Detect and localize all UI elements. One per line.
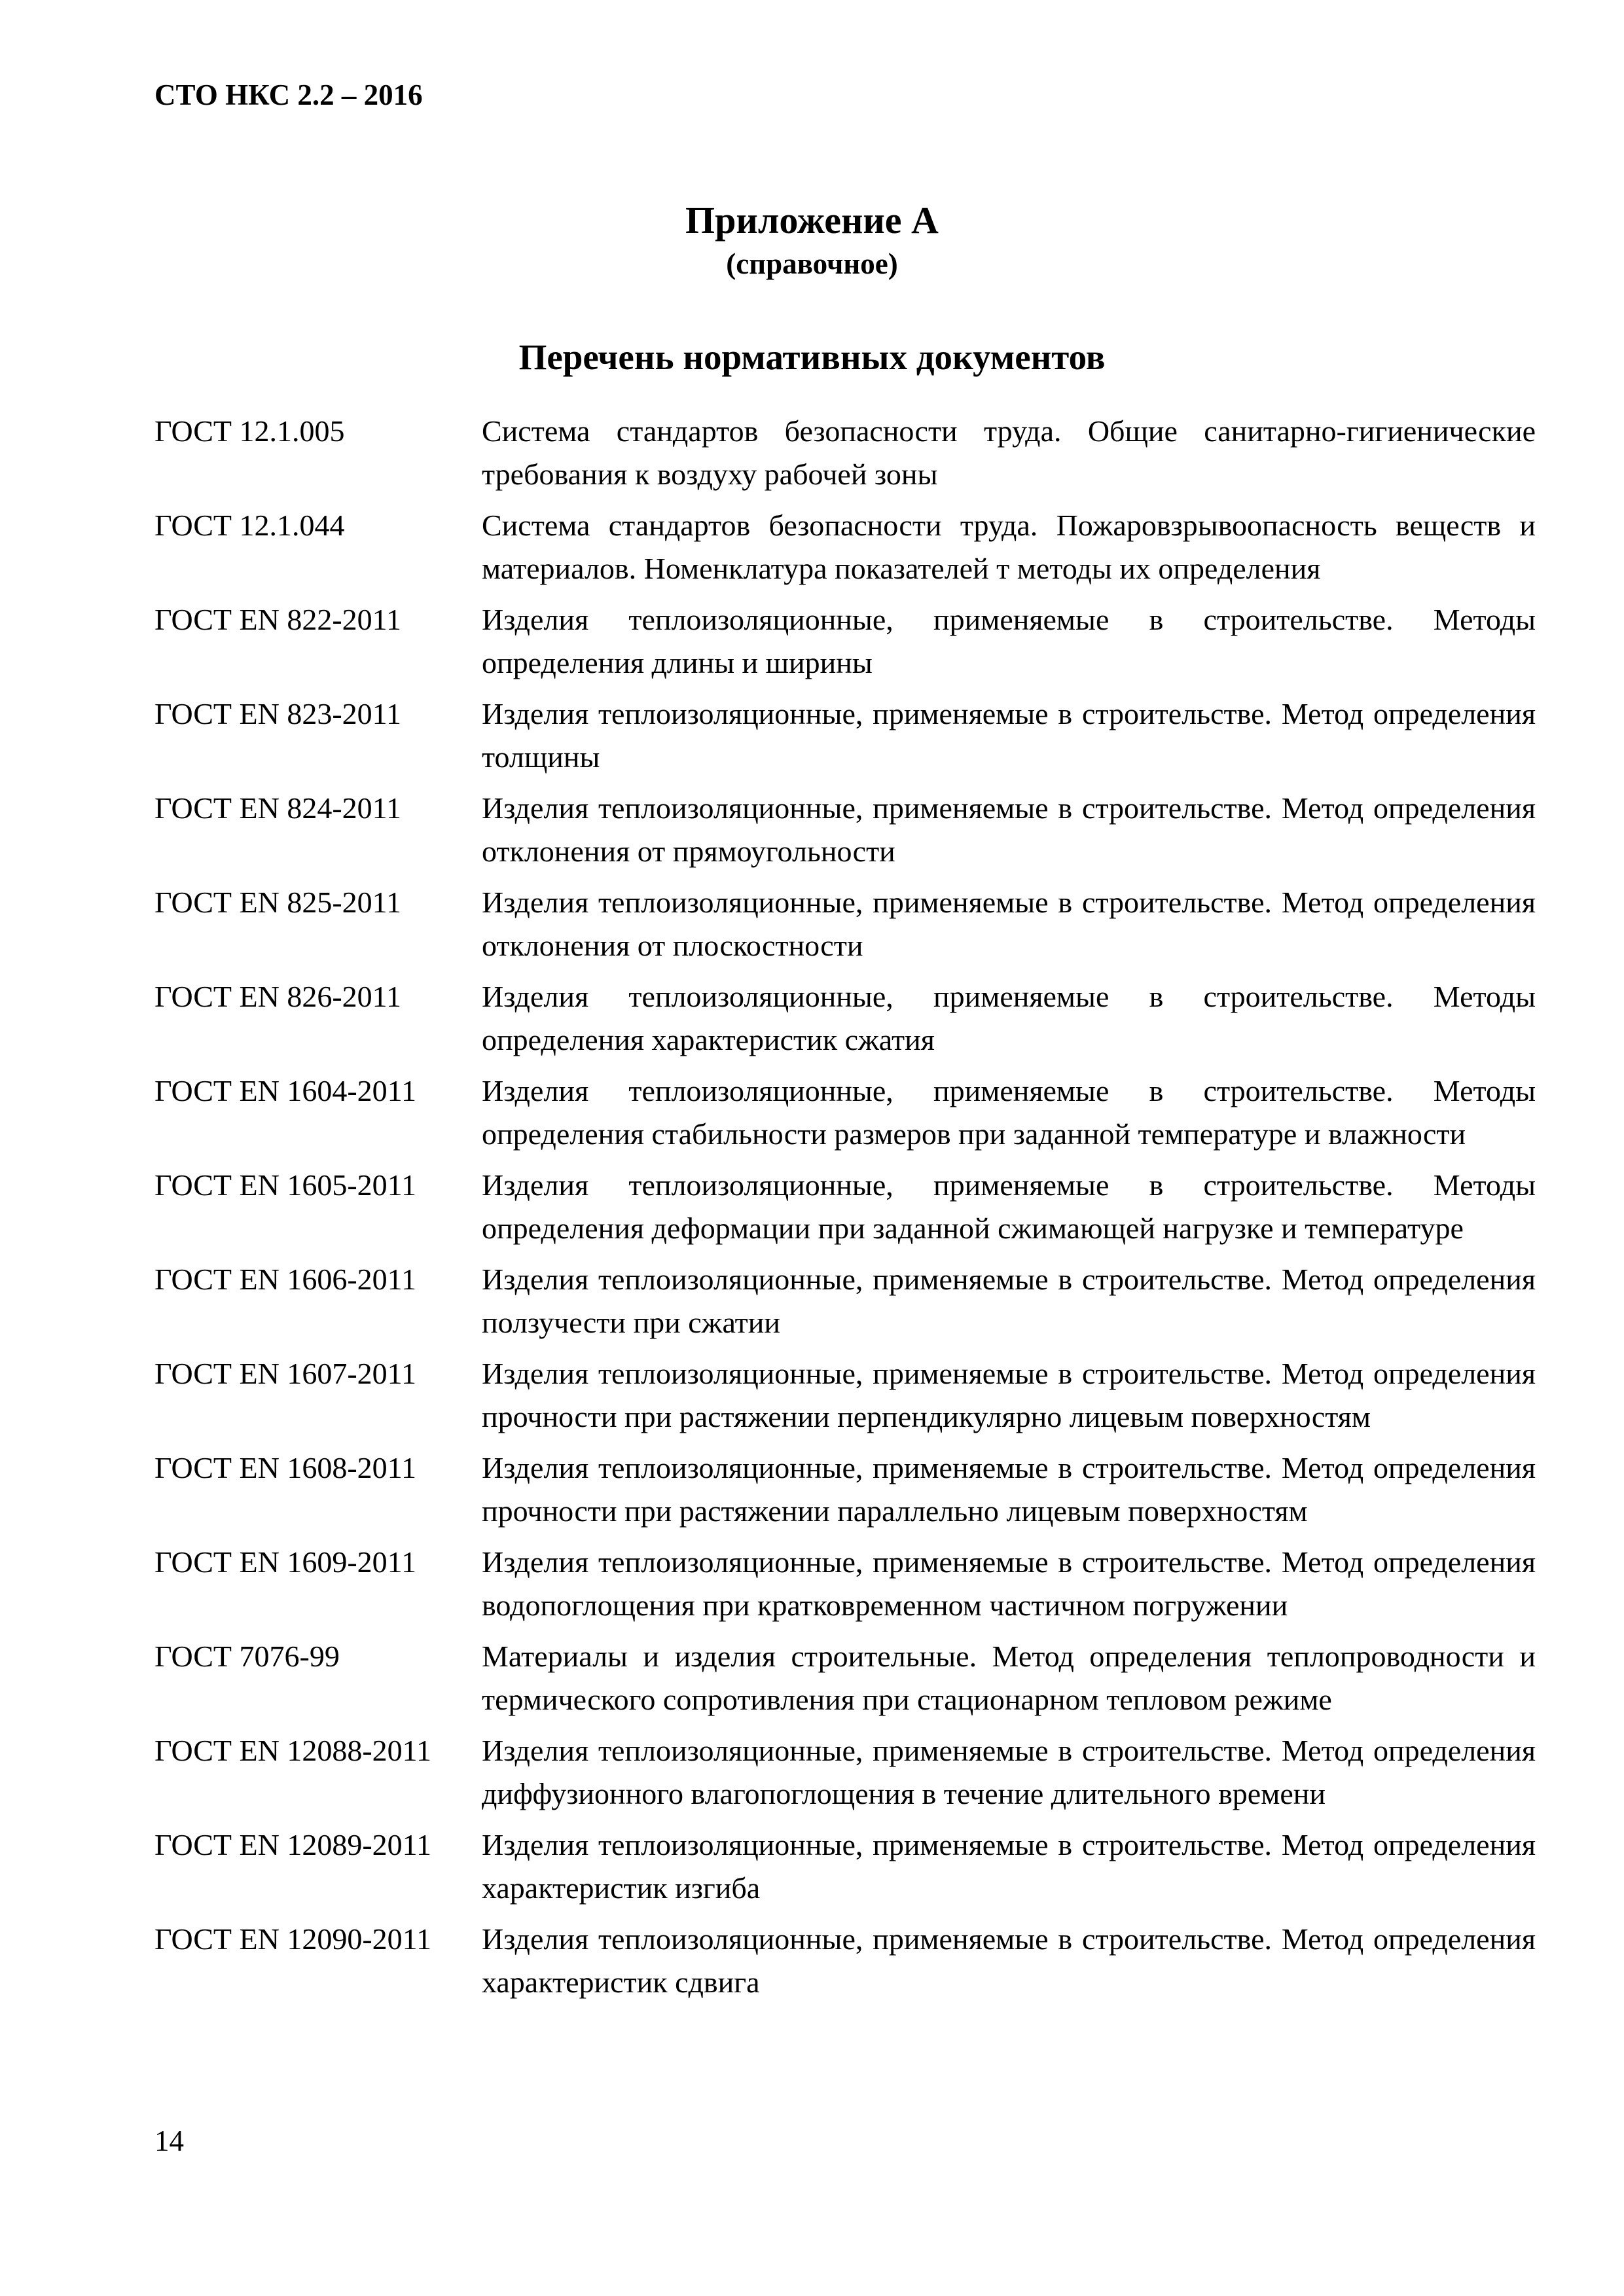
document-code-header: СТО НКС 2.2 – 2016	[154, 79, 423, 111]
document-row	[154, 1446, 1536, 1533]
document-title: Изделия теплоизоляционные, применяемые в строительстве. Методы определения характеристик сжатия	[482, 980, 1536, 1056]
document-code: ГОСТ EN 12088-2011	[154, 1734, 431, 1767]
document-title: Изделия теплоизоляционные, применяемые в строительстве. Методы определения длины и ширины	[482, 603, 1536, 679]
document-code: ГОСТ EN 1606-2011	[154, 1263, 416, 1296]
document-row	[154, 881, 1536, 967]
document-row	[154, 1729, 1536, 1816]
document-code: ГОСТ EN 824-2011	[154, 791, 401, 825]
page-number: 14	[154, 2125, 184, 2157]
document-list	[154, 410, 1536, 2012]
document-title: Система стандартов безопасности труда. Общие санитарно-гигиенические требования к воздуху рабочей зоны	[482, 414, 1536, 491]
document-title: Изделия теплоизоляционные, применяемые в строительстве. Методы определения стабильности размеров при заданной температуре и влажности	[482, 1074, 1536, 1151]
document-code: ГОСТ EN 1605-2011	[154, 1168, 416, 1202]
document-title: Материалы и изделия строительные. Метод определения теплопроводности и термического сопротивления при стационарном тепловом режиме	[482, 1640, 1536, 1716]
document-code: ГОСТ EN 1604-2011	[154, 1074, 416, 1107]
document-row	[154, 1164, 1536, 1250]
document-code: ГОСТ EN 826-2011	[154, 980, 401, 1013]
document-row	[154, 410, 1536, 496]
document-title: Изделия теплоизоляционные, применяемые в строительстве. Метод определения ползучести при сжатии	[482, 1263, 1536, 1339]
document-code: ГОСТ EN 12090-2011	[154, 1922, 431, 1956]
list-title: Перечень нормативных документов	[518, 336, 1106, 377]
appendix-heading	[0, 198, 1624, 379]
document-title: Изделия теплоизоляционные, применяемые в строительстве. Метод определения прочности при растяжении параллельно лицевым поверхностям	[482, 1451, 1536, 1528]
document-row	[154, 692, 1536, 779]
document-code: ГОСТ EN 1608-2011	[154, 1451, 416, 1484]
document-code: ГОСТ EN 1609-2011	[154, 1545, 416, 1579]
document-title: Изделия теплоизоляционные, применяемые в строительстве. Метод определения толщины	[482, 697, 1536, 774]
document-title: Изделия теплоизоляционные, применяемые в строительстве. Метод определения характеристик сдвига	[482, 1922, 1536, 1999]
document-title: Изделия теплоизоляционные, применяемые в строительстве. Метод определения диффузионного влагопоглощения в течение длительного времени	[482, 1734, 1536, 1810]
document-row	[154, 975, 1536, 1062]
document-row	[154, 1635, 1536, 1721]
document-title: Изделия теплоизоляционные, применяемые в строительстве. Метод определения характеристик изгиба	[482, 1828, 1536, 1905]
document-code: ГОСТ 7076-99	[154, 1640, 340, 1673]
document-row	[154, 1541, 1536, 1627]
appendix-title: Приложение А	[685, 199, 939, 242]
document-code: ГОСТ 12.1.044	[154, 509, 345, 542]
document-row	[154, 504, 1536, 590]
appendix-subtitle: (справочное)	[726, 247, 898, 280]
document-row	[154, 1069, 1536, 1156]
document-code: ГОСТ EN 12089-2011	[154, 1828, 431, 1861]
document-row	[154, 787, 1536, 873]
document-row	[154, 1918, 1536, 2004]
document-title: Изделия теплоизоляционные, применяемые в строительстве. Метод определения водопоглощения при кратковременном частичном погружении	[482, 1545, 1536, 1622]
document-title: Изделия теплоизоляционные, применяемые в строительстве. Методы определения деформации при заданной сжимающей нагрузке и температуре	[482, 1168, 1536, 1245]
document-code: ГОСТ EN 822-2011	[154, 603, 401, 636]
document-title: Изделия теплоизоляционные, применяемые в строительстве. Метод определения отклонения от прямоугольности	[482, 791, 1536, 868]
document-code: ГОСТ EN 823-2011	[154, 697, 401, 730]
document-title: Изделия теплоизоляционные, применяемые в строительстве. Метод определения прочности при растяжении перпендикулярно лицевым поверхностям	[482, 1357, 1536, 1433]
document-row	[154, 598, 1536, 685]
document-row	[154, 1823, 1536, 1910]
document-title: Система стандартов безопасности труда. Пожаровзрывоопасность веществ и материалов. Номенклатура показателей т методы их определения	[482, 509, 1536, 585]
document-code: ГОСТ EN 1607-2011	[154, 1357, 416, 1390]
document-code: ГОСТ 12.1.005	[154, 414, 345, 448]
document-title: Изделия теплоизоляционные, применяемые в строительстве. Метод определения отклонения от плоскостности	[482, 886, 1536, 962]
document-row	[154, 1352, 1536, 1439]
document-row	[154, 1258, 1536, 1344]
document-code: ГОСТ EN 825-2011	[154, 886, 401, 919]
